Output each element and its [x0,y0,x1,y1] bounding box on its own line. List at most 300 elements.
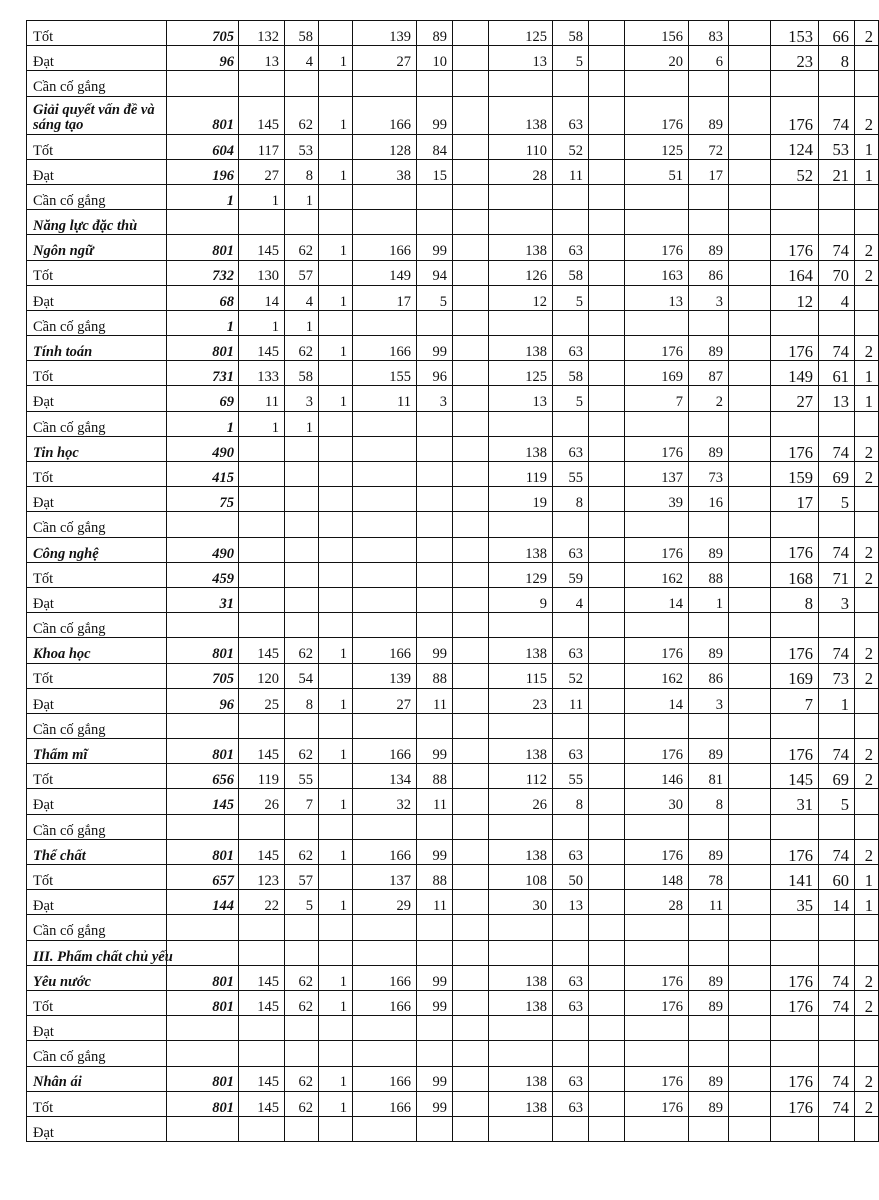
value-cell: 11 [417,890,453,915]
value-cell [589,436,625,461]
value-cell: 166 [353,96,417,134]
value-cell: 29 [353,890,417,915]
value-cell: 74 [819,235,855,260]
table-row [27,436,879,461]
value-cell [589,663,625,688]
value-cell: 2 [855,638,879,663]
value-cell [855,1116,879,1141]
value-cell [417,411,453,436]
value-cell [729,336,771,361]
value-cell [453,210,489,235]
row-label: Công nghệ [27,537,167,562]
value-cell: 22 [239,890,285,915]
value-cell: 125 [625,134,689,159]
value-cell [353,411,417,436]
value-cell: 138 [489,965,553,990]
value-cell [319,411,353,436]
value-cell [771,613,819,638]
value-cell: 145 [239,336,285,361]
value-cell [855,789,879,814]
value-cell [771,411,819,436]
value-cell [453,386,489,411]
row-label: Đạt [27,285,167,310]
row-label: Tốt [27,21,167,46]
value-cell [589,1066,625,1091]
row-label: Cần cố gắng [27,713,167,738]
value-cell [285,915,319,940]
value-cell: 23 [771,46,819,71]
value-cell: 62 [285,336,319,361]
value-cell [625,310,689,335]
value-cell: 1 [319,46,353,71]
value-cell [239,562,285,587]
value-cell [319,1116,353,1141]
value-cell: 145 [239,96,285,134]
total-cell: 31 [167,587,239,612]
value-cell [453,361,489,386]
value-cell: 110 [489,134,553,159]
value-cell [353,940,417,965]
total-cell: 801 [167,638,239,663]
value-cell [689,1016,729,1041]
value-cell [729,965,771,990]
value-cell: 94 [417,260,453,285]
value-cell: 129 [489,562,553,587]
value-cell [353,462,417,487]
value-cell: 89 [689,537,729,562]
value-cell: 88 [417,764,453,789]
value-cell: 89 [689,1091,729,1116]
value-cell: 13 [239,46,285,71]
value-cell: 11 [553,688,589,713]
value-cell: 58 [553,21,589,46]
value-cell: 78 [689,865,729,890]
value-cell [625,613,689,638]
value-cell [689,210,729,235]
value-cell: 1 [855,134,879,159]
row-label: Tốt [27,1091,167,1116]
value-cell [771,915,819,940]
value-cell: 21 [819,159,855,184]
value-cell [417,1116,453,1141]
total-cell: 705 [167,21,239,46]
value-cell [589,134,625,159]
value-cell [589,1091,625,1116]
value-cell [819,915,855,940]
value-cell: 138 [489,638,553,663]
row-label: Tốt [27,260,167,285]
value-cell [285,210,319,235]
value-cell [625,814,689,839]
value-cell [729,1066,771,1091]
value-cell [453,462,489,487]
value-cell [689,713,729,738]
value-cell [489,713,553,738]
value-cell [589,386,625,411]
value-cell: 99 [417,336,453,361]
value-cell: 72 [689,134,729,159]
value-cell: 159 [771,462,819,487]
value-cell: 30 [489,890,553,915]
value-cell [453,537,489,562]
value-cell [589,814,625,839]
value-cell: 3 [417,386,453,411]
value-cell: 156 [625,21,689,46]
value-cell: 71 [819,562,855,587]
row-label: Tốt [27,134,167,159]
value-cell [319,184,353,209]
value-cell: 1 [855,386,879,411]
value-cell: 8 [285,688,319,713]
value-cell: 63 [553,739,589,764]
value-cell: 168 [771,562,819,587]
value-cell [453,764,489,789]
value-cell: 58 [285,21,319,46]
value-cell: 59 [553,562,589,587]
value-cell [689,1041,729,1066]
value-cell [589,462,625,487]
value-cell: 74 [819,336,855,361]
total-cell: 801 [167,235,239,260]
value-cell: 6 [689,46,729,71]
value-cell: 26 [489,789,553,814]
value-cell [553,71,589,96]
value-cell: 35 [771,890,819,915]
value-cell [819,411,855,436]
value-cell [319,21,353,46]
value-cell [689,512,729,537]
value-cell: 70 [819,260,855,285]
total-cell: 490 [167,436,239,461]
total-cell [167,1016,239,1041]
value-cell [453,865,489,890]
value-cell: 2 [855,990,879,1015]
table-row [27,487,879,512]
value-cell: 2 [855,764,879,789]
value-cell [489,184,553,209]
value-cell [489,411,553,436]
table-row [27,411,879,436]
value-cell: 145 [239,638,285,663]
value-cell [589,411,625,436]
table-row [27,134,879,159]
value-cell: 74 [819,1091,855,1116]
value-cell: 88 [689,562,729,587]
value-cell [553,411,589,436]
value-cell [319,310,353,335]
value-cell: 63 [553,235,589,260]
value-cell [589,1041,625,1066]
value-cell [453,915,489,940]
value-cell [453,260,489,285]
value-cell: 99 [417,990,453,1015]
value-cell: 166 [353,990,417,1015]
value-cell: 84 [417,134,453,159]
row-label: Tốt [27,764,167,789]
value-cell: 8 [285,159,319,184]
value-cell [855,512,879,537]
value-cell: 88 [417,865,453,890]
row-label: III. Phẩm chất chủ yếu [27,940,167,965]
total-cell: 801 [167,839,239,864]
value-cell [285,587,319,612]
value-cell: 89 [689,1066,729,1091]
value-cell [453,839,489,864]
value-cell [417,1016,453,1041]
value-cell: 55 [553,764,589,789]
value-cell [353,512,417,537]
total-cell: 144 [167,890,239,915]
value-cell [689,613,729,638]
value-cell: 2 [855,96,879,134]
value-cell [353,537,417,562]
value-cell: 58 [553,260,589,285]
value-cell [453,789,489,814]
value-cell [729,411,771,436]
value-cell: 23 [489,688,553,713]
total-cell: 1 [167,411,239,436]
table-row [27,965,879,990]
value-cell [319,487,353,512]
value-cell: 14 [625,587,689,612]
value-cell [589,1116,625,1141]
value-cell [453,1116,489,1141]
value-cell [771,1041,819,1066]
value-cell: 176 [771,537,819,562]
value-cell [489,310,553,335]
value-cell: 4 [819,285,855,310]
value-cell: 176 [625,965,689,990]
table-body [27,21,879,1142]
value-cell [589,260,625,285]
table-row [27,1066,879,1091]
value-cell [453,739,489,764]
value-cell [855,71,879,96]
total-cell [167,814,239,839]
value-cell: 176 [771,839,819,864]
value-cell [729,865,771,890]
value-cell: 166 [353,638,417,663]
value-cell [239,1116,285,1141]
value-cell: 176 [625,436,689,461]
table-row [27,285,879,310]
value-cell: 74 [819,1066,855,1091]
value-cell [417,462,453,487]
value-cell: 99 [417,1091,453,1116]
value-cell [553,940,589,965]
value-cell [417,915,453,940]
value-cell: 2 [855,663,879,688]
row-label: Thẩm mĩ [27,739,167,764]
value-cell [239,436,285,461]
value-cell: 74 [819,965,855,990]
value-cell: 11 [417,688,453,713]
value-cell [285,1116,319,1141]
row-label: Cần cố gắng [27,184,167,209]
value-cell [589,361,625,386]
value-cell: 1 [855,361,879,386]
value-cell: 119 [489,462,553,487]
value-cell [819,940,855,965]
value-cell [729,789,771,814]
value-cell [489,915,553,940]
value-cell: 74 [819,96,855,134]
value-cell [239,915,285,940]
total-cell: 801 [167,739,239,764]
value-cell [285,487,319,512]
value-cell [285,71,319,96]
value-cell: 39 [625,487,689,512]
value-cell [285,814,319,839]
value-cell: 5 [819,789,855,814]
value-cell: 176 [771,1066,819,1091]
value-cell [239,71,285,96]
value-cell: 99 [417,96,453,134]
total-cell: 801 [167,1066,239,1091]
table-row [27,96,879,134]
value-cell [729,21,771,46]
value-cell [319,71,353,96]
row-label: Tính toán [27,336,167,361]
value-cell [417,512,453,537]
value-cell: 61 [819,361,855,386]
row-label: Cần cố gắng [27,512,167,537]
value-cell [453,46,489,71]
value-cell [855,310,879,335]
value-cell [729,1116,771,1141]
row-label: Tốt [27,361,167,386]
value-cell [353,487,417,512]
value-cell [453,587,489,612]
row-label: Đạt [27,159,167,184]
value-cell [353,713,417,738]
value-cell [689,940,729,965]
value-cell: 63 [553,839,589,864]
value-cell: 5 [553,285,589,310]
total-cell: 657 [167,865,239,890]
total-cell [167,210,239,235]
value-cell [453,965,489,990]
value-cell [729,688,771,713]
value-cell [319,613,353,638]
value-cell [239,462,285,487]
total-cell: 801 [167,96,239,134]
value-cell: 8 [819,46,855,71]
value-cell: 57 [285,865,319,890]
row-label: Năng lực đặc thù [27,210,167,235]
value-cell [417,587,453,612]
row-label: Tốt [27,562,167,587]
value-cell [353,71,417,96]
value-cell: 1 [239,184,285,209]
value-cell: 83 [689,21,729,46]
table-row [27,839,879,864]
value-cell [319,537,353,562]
value-cell: 2 [855,260,879,285]
value-cell [589,285,625,310]
value-cell: 5 [417,285,453,310]
value-cell [589,562,625,587]
value-cell: 166 [353,965,417,990]
value-cell: 31 [771,789,819,814]
value-cell [625,713,689,738]
value-cell: 17 [353,285,417,310]
value-cell: 89 [689,96,729,134]
value-cell: 123 [239,865,285,890]
value-cell: 11 [353,386,417,411]
value-cell [319,361,353,386]
table-row [27,1116,879,1141]
value-cell [589,310,625,335]
value-cell [689,915,729,940]
value-cell: 19 [489,487,553,512]
value-cell: 166 [353,235,417,260]
table-row [27,462,879,487]
value-cell [417,210,453,235]
value-cell: 1 [319,285,353,310]
value-cell [319,1016,353,1041]
value-cell: 8 [553,789,589,814]
value-cell [319,865,353,890]
value-cell: 63 [553,1066,589,1091]
value-cell [589,839,625,864]
total-cell [167,713,239,738]
value-cell: 17 [689,159,729,184]
value-cell: 5 [819,487,855,512]
value-cell: 99 [417,739,453,764]
value-cell: 137 [353,865,417,890]
value-cell: 176 [771,96,819,134]
value-cell: 2 [855,336,879,361]
value-cell [625,1116,689,1141]
value-cell: 32 [353,789,417,814]
total-cell: 196 [167,159,239,184]
value-cell [855,411,879,436]
value-cell: 138 [489,739,553,764]
value-cell [553,310,589,335]
value-cell: 13 [553,890,589,915]
value-cell [319,562,353,587]
value-cell [285,537,319,562]
table-row [27,184,879,209]
value-cell: 62 [285,1066,319,1091]
value-cell [589,739,625,764]
row-label: Đạt [27,688,167,713]
value-cell [819,814,855,839]
value-cell [689,71,729,96]
value-cell: 7 [285,789,319,814]
total-cell: 1 [167,184,239,209]
table-row [27,789,879,814]
value-cell: 17 [771,487,819,512]
value-cell: 9 [489,587,553,612]
table-row [27,865,879,890]
value-cell: 176 [625,96,689,134]
value-cell [453,613,489,638]
value-cell [625,210,689,235]
value-cell [285,613,319,638]
value-cell: 132 [239,21,285,46]
value-cell: 54 [285,663,319,688]
value-cell [353,1016,417,1041]
value-cell [553,210,589,235]
value-cell [729,184,771,209]
value-cell [819,310,855,335]
value-cell [239,814,285,839]
total-cell: 731 [167,361,239,386]
value-cell: 13 [489,46,553,71]
value-cell: 176 [625,235,689,260]
